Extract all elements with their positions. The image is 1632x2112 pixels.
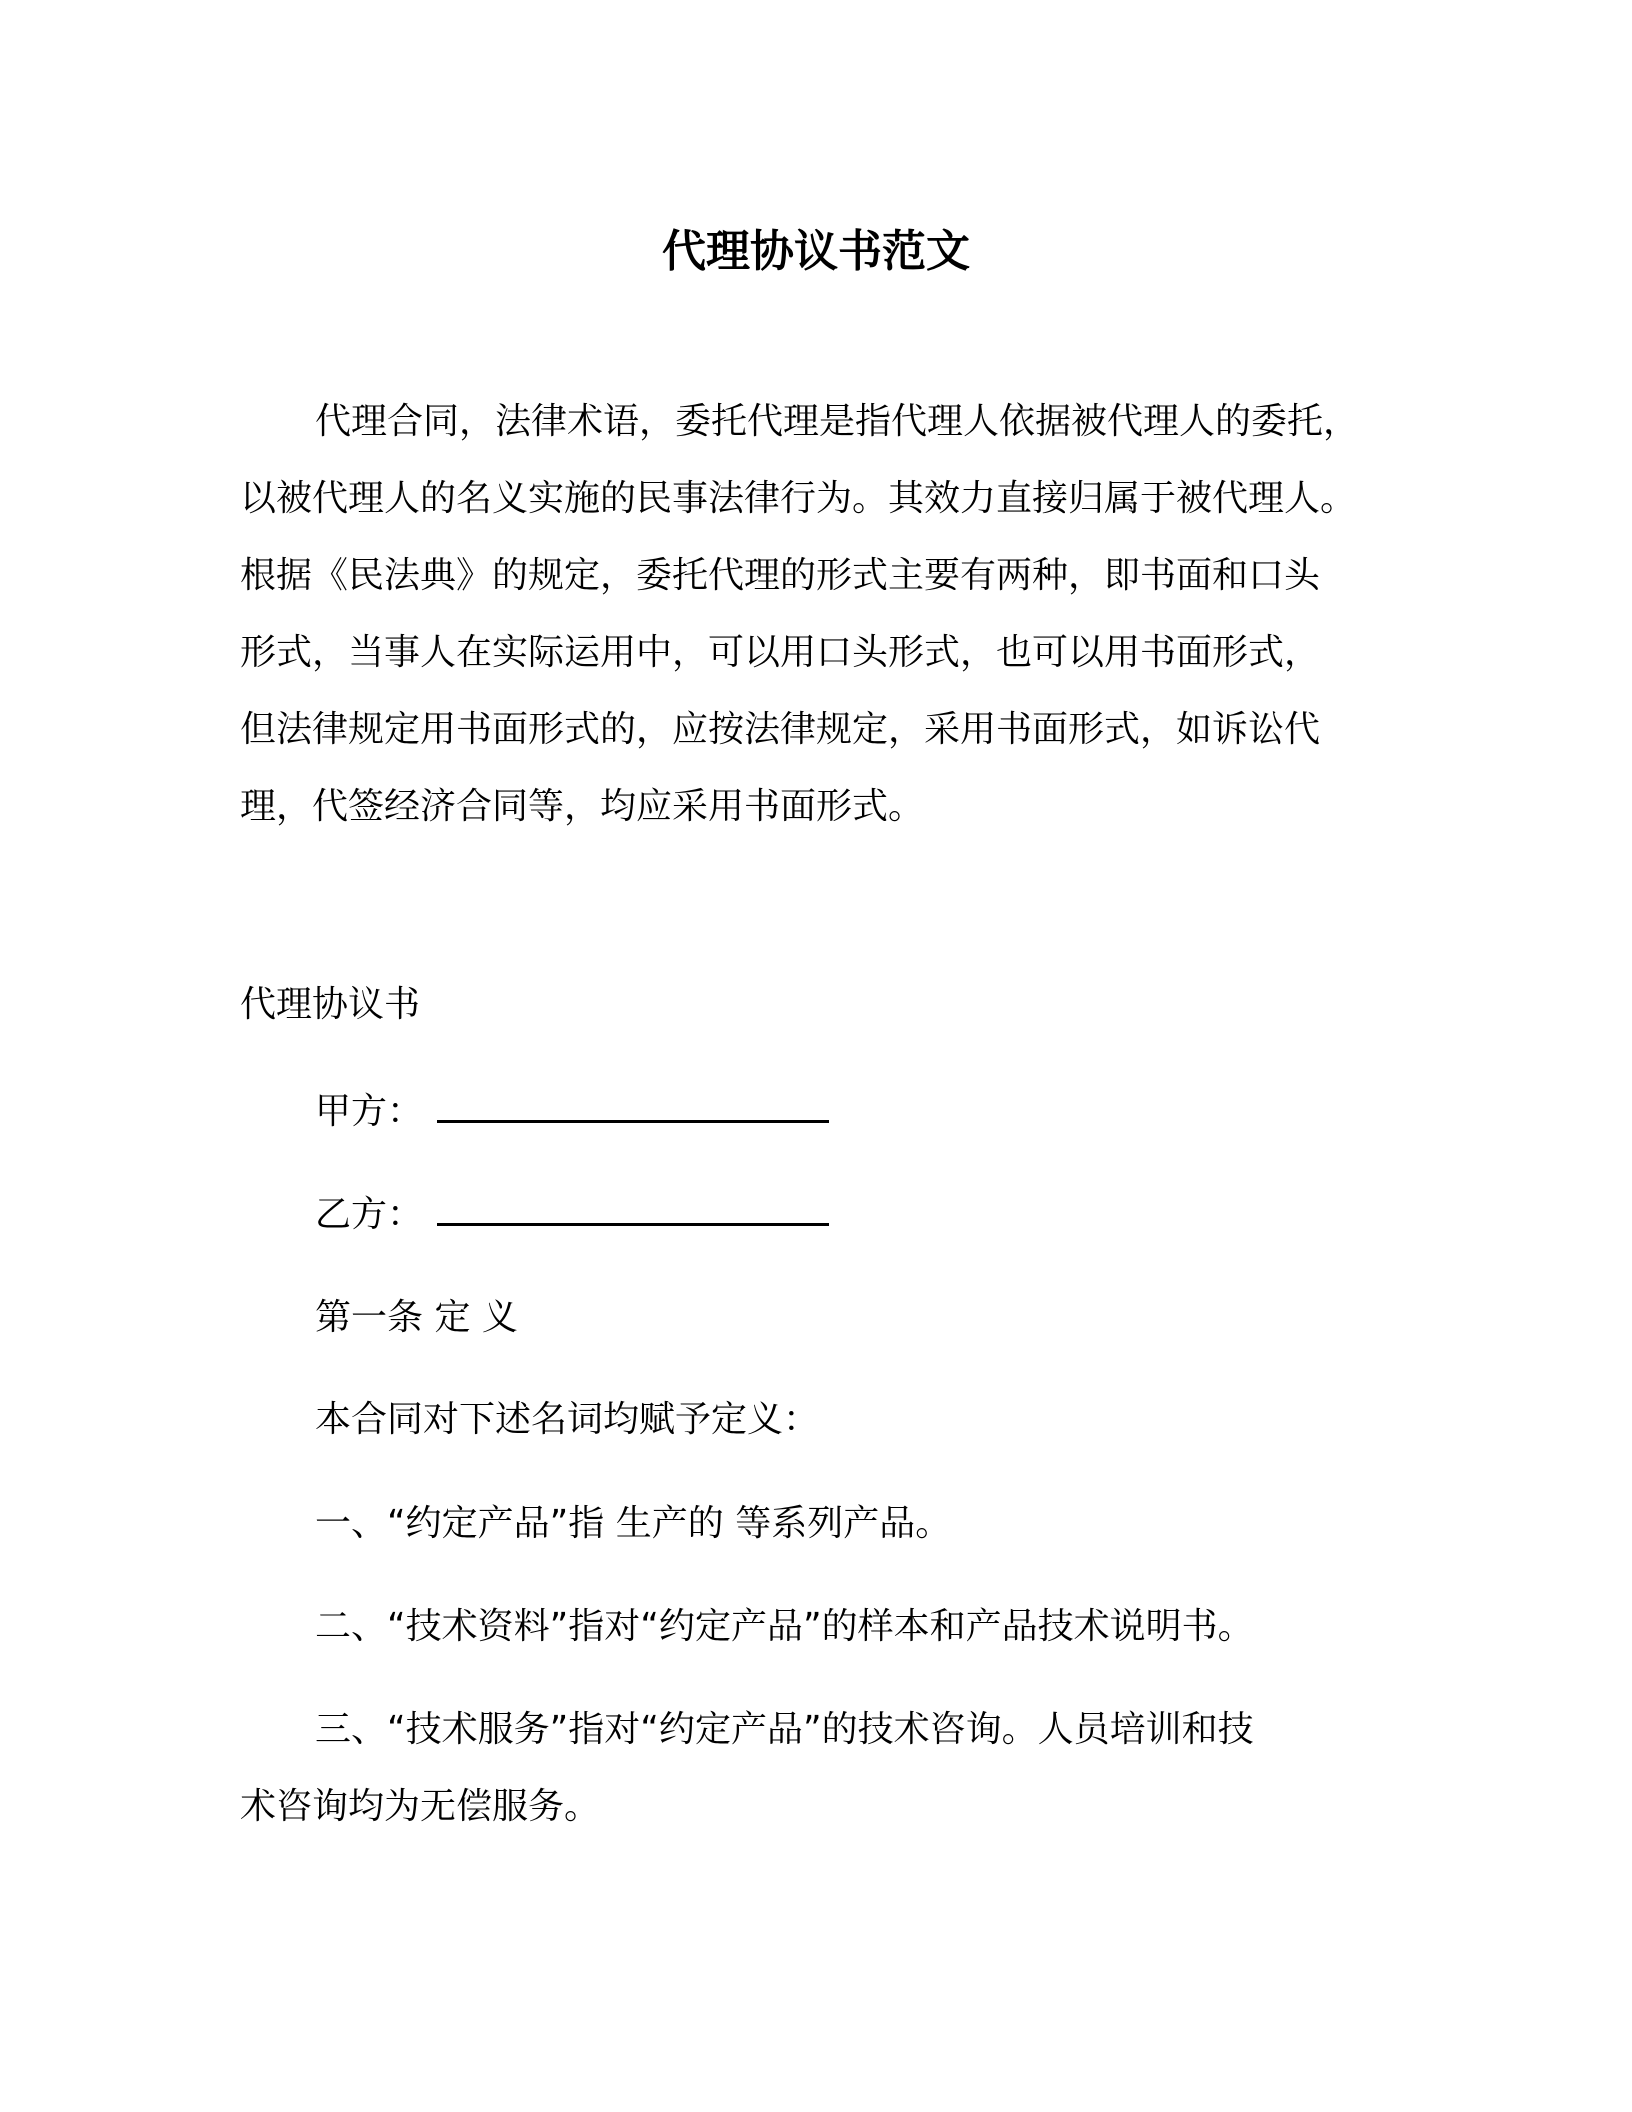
intro-line-3: 根据《民法典》的规定，委托代理的形式主要有两种，即书面和口头 xyxy=(240,555,1321,596)
definition-3-line-1: 三、“技术服务”指对“约定产品”的技术咨询。人员培训和技 xyxy=(315,1709,1254,1750)
article-1-heading: 第一条 定 义 xyxy=(315,1297,518,1338)
party-b-row xyxy=(315,1193,829,1237)
party-a-label: 甲方： xyxy=(315,1091,424,1132)
document-title: 代理协议书范文 xyxy=(662,226,970,277)
party-a-row xyxy=(315,1090,829,1134)
definition-1: 一、“约定产品”指 生产的 等系列产品。 xyxy=(315,1503,952,1544)
section-heading: 代理协议书 xyxy=(240,984,421,1025)
definition-3-line-2: 术咨询均为无偿服务。 xyxy=(240,1786,601,1827)
party-b-blank[interactable] xyxy=(437,1195,829,1226)
intro-line-6: 理，代签经济合同等，均应采用书面形式。 xyxy=(240,786,925,827)
intro-line-5: 但法律规定用书面形式的，应按法律规定，采用书面形式，如诉讼代 xyxy=(240,709,1321,750)
party-b-label: 乙方： xyxy=(315,1194,424,1235)
intro-line-1: 代理合同，法律术语，委托代理是指代理人依据被代理人的委托， xyxy=(315,401,1360,442)
party-a-blank[interactable] xyxy=(437,1092,829,1123)
definition-2: 二、“技术资料”指对“约定产品”的样本和产品技术说明书。 xyxy=(315,1606,1254,1647)
intro-line-2: 以被代理人的名义实施的民事法律行为。其效力直接归属于被代理人。 xyxy=(240,478,1357,519)
definitions-intro: 本合同对下述名词均赋予定义： xyxy=(315,1399,820,1440)
intro-line-4: 形式，当事人在实际运用中，可以用口头形式，也可以用书面形式， xyxy=(240,632,1321,673)
